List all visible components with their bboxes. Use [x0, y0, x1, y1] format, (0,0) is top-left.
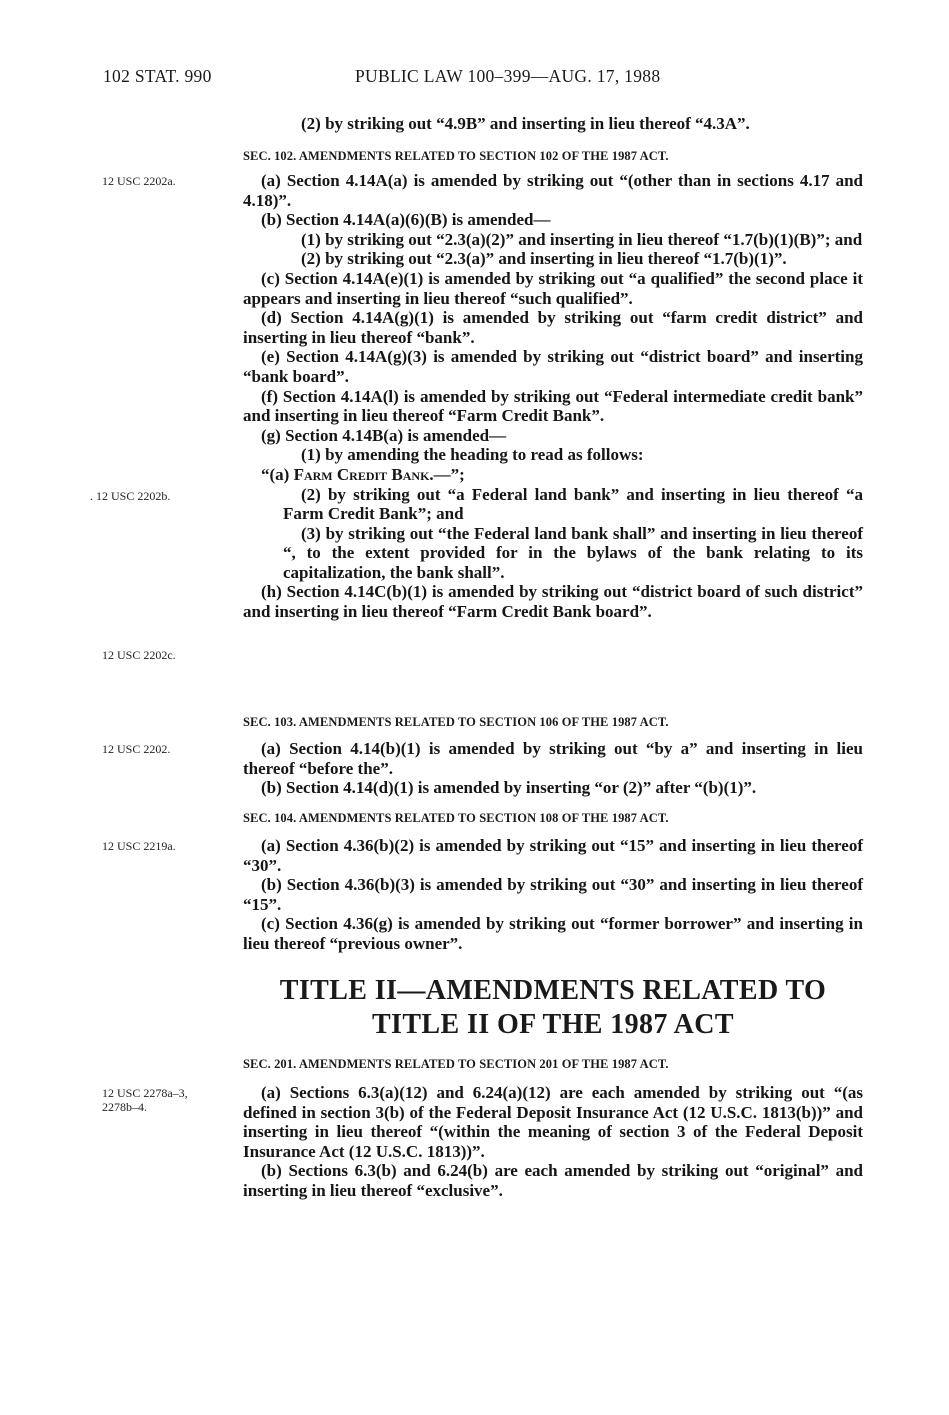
paragraph: (b) Section 4.14(d)(1) is amended by inserting “or (2)” after “(b)(1)”.	[261, 778, 757, 798]
section-201-body	[243, 1083, 863, 1201]
paragraph: (a) Section 4.14A(a) is amended by striking out “(other than in sections 4.17 and 4.18)”.	[243, 171, 863, 210]
paragraph: (2) by striking out “2.3(a)” and inserting in lieu thereof “1.7(b)(1)”.	[301, 249, 787, 269]
quote-caps: Farm Credit Bank	[293, 464, 430, 484]
margin-citation: 12 USC 2202a.	[102, 174, 176, 188]
section-103-heading: SEC. 103. AMENDMENTS RELATED TO SECTION 106 OF THE 1987 ACT.	[243, 715, 669, 729]
margin-citation: 12 USC 2202c.	[102, 648, 176, 662]
quote-open: “(a)	[261, 464, 294, 484]
paragraph: (f) Section 4.14A(l) is amended by striking out “Federal intermediate credit bank” and inserting in lieu thereof “Farm Credit Bank”.	[243, 386, 863, 426]
section-201-heading: SEC. 201. AMENDMENTS RELATED TO SECTION 201 OF THE 1987 ACT.	[243, 1057, 669, 1071]
margin-citation: 12 USC 2202.	[102, 742, 171, 756]
paragraph: (a) Section 4.14(b)(1) is amended by striking out “by a” and inserting in lieu thereof “before the”.	[243, 739, 863, 778]
paragraph: (1) by striking out “2.3(a)(2)” and inserting in lieu thereof “1.7(b)(1)(B)”; and	[301, 229, 863, 249]
section-103-body	[243, 739, 863, 798]
paragraph: (g) Section 4.14B(a) is amended—	[261, 425, 507, 445]
quote-close: .—”;	[429, 464, 465, 484]
margin-citation: . 12 USC 2202b.	[90, 489, 171, 503]
paragraph: (h) Section 4.14C(b)(1) is amended by striking out “district board of such district” and inserting in lieu thereof “Farm Credit Bank board”.	[243, 582, 863, 622]
title-line: TITLE II—AMENDMENTS RELATED TO	[279, 975, 827, 1006]
title-line: TITLE II OF THE 1987 ACT	[371, 1009, 735, 1040]
paragraph: (a) Sections 6.3(a)(12) and 6.24(a)(12) are each amended by striking out “(as defined in section 3(b) of the Federal Deposit Insurance Act (12 U.S.C. 1813(b))” and inserting in lieu thereof “(within the meaning of section 3 of the Federal Deposit Insurance Act (12 U.S.C. 1813))”.	[243, 1083, 863, 1161]
section-104-heading: SEC. 104. AMENDMENTS RELATED TO SECTION 108 OF THE 1987 ACT.	[243, 811, 669, 825]
margin-citation: 12 USC 2219a.	[102, 839, 176, 853]
paragraph: (b) Section 4.36(b)(3) is amended by striking out “30” and inserting in lieu thereof “15”.	[243, 875, 863, 914]
paragraph: (a) Section 4.36(b)(2) is amended by striking out “15” and inserting in lieu thereof “30”.	[243, 836, 863, 875]
paragraph: (2) by striking out “a Federal land bank” and inserting in lieu thereof “a Farm Credit Bank”; and	[283, 484, 863, 524]
section-102-body	[243, 171, 863, 622]
paragraph: (c) Section 4.14A(e)(1) is amended by striking out “a qualified” the second place it appears and inserting in lieu thereof “such qualified”.	[243, 268, 863, 308]
section-102-heading: SEC. 102. AMENDMENTS RELATED TO SECTION 102 OF THE 1987 ACT.	[243, 149, 669, 163]
paragraph: (d) Section 4.14A(g)(1) is amended by striking out “farm credit district” and inserting in lieu thereof “bank”.	[243, 308, 863, 347]
quoted-heading	[243, 465, 863, 485]
paragraph: (c) Section 4.36(g) is amended by striking out “former borrower” and inserting in lieu thereof “previous owner”.	[243, 914, 863, 953]
paragraph: (e) Section 4.14A(g)(3) is amended by striking out “district board” and inserting “bank board”.	[243, 347, 863, 386]
title-ii-heading	[243, 974, 863, 1042]
paragraph: (1) by amending the heading to read as follows:	[301, 445, 644, 465]
paragraph: (3) by striking out “the Federal land bank shall” and inserting in lieu thereof “, to the extent provided for in the bylaws of the bank relating to its capitalization, the bank shall”.	[283, 523, 863, 582]
page-stat-number: 102 STAT. 990	[103, 66, 212, 86]
running-head: PUBLIC LAW 100–399—AUG. 17, 1988	[355, 66, 661, 86]
margin-citation: 12 USC 2278a–3,	[102, 1086, 188, 1100]
paragraph: (b) Sections 6.3(b) and 6.24(b) are each amended by striking out “original” and inserting in lieu thereof “exclusive”.	[243, 1161, 863, 1200]
margin-citation: 2278b–4.	[102, 1100, 147, 1114]
section-104-body	[243, 836, 863, 954]
paragraph: (2) by striking out “4.9B” and inserting in lieu thereof “4.3A”.	[301, 114, 750, 133]
paragraph: (b) Section 4.14A(a)(6)(B) is amended—	[261, 210, 551, 230]
continuation-paragraph	[243, 114, 863, 134]
